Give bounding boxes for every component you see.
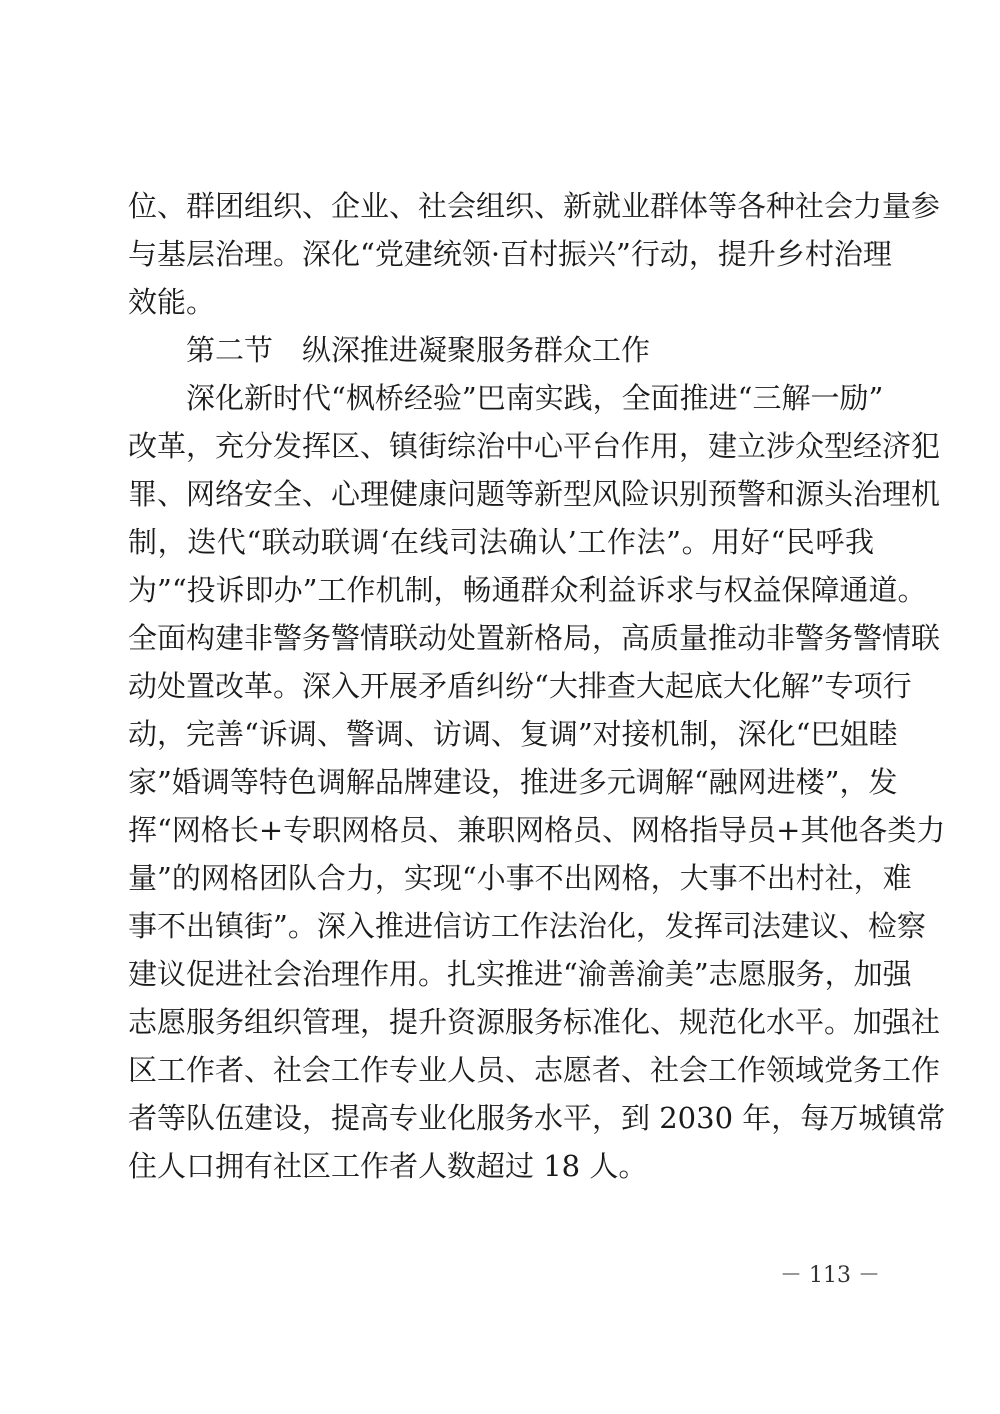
text-line: 全面构建非警务警情联动处置新格局，高质量推动非警务警情联	[128, 621, 941, 655]
text-line: 动处置改革。深入开展矛盾纠纷“大排查大起底大化解”专项行	[128, 669, 912, 703]
text-line: 制，迭代“联动联调‘在线司法确认’工作法”。用好“民呼我	[128, 525, 874, 559]
text-line: 家”婚调等特色调解品牌建设，推进多元调解“融网进楼”，发	[128, 765, 898, 799]
text-line: 为”“投诉即办”工作机制，畅通群众利益诉求与权益保障通道。	[128, 573, 927, 607]
text-line: 深化新时代“枫桥经验”巴南实践，全面推进“三解一励”	[186, 381, 884, 415]
text-line: 志愿服务组织管理，提升资源服务标准化、规范化水平。加强社	[128, 1005, 941, 1039]
text-line: 动，完善“诉调、警调、访调、复调”对接机制，深化“巴姐睦	[128, 717, 898, 751]
page-number: － 113 －	[780, 1263, 880, 1288]
text-line: 住人口拥有社区工作者人数超过 18 人。	[128, 1149, 648, 1183]
text-line: 罪、网络安全、心理健康问题等新型风险识别预警和源头治理机	[128, 477, 941, 511]
text-line: 建议促进社会治理作用。扎实推进“渝善渝美”志愿服务，加强	[128, 957, 912, 991]
text-line: 区工作者、社会工作专业人员、志愿者、社会工作领域党务工作	[128, 1053, 941, 1087]
text-line: 效能。	[128, 285, 216, 319]
text-line: 事不出镇街”。深入推进信访工作法治化，发挥司法建议、检察	[128, 909, 926, 943]
section-heading: 第二节 纵深推进凝聚服务群众工作	[186, 333, 651, 367]
text-line: 挥“网格长+专职网格员、兼职网格员、网格指导员+其他各类力	[128, 813, 946, 847]
text-line: 与基层治理。深化“党建统领·百村振兴”行动，提升乡村治理	[128, 237, 892, 271]
text-line: 者等队伍建设，提高专业化服务水平，到 2030 年，每万城镇常	[128, 1101, 946, 1135]
text-line: 量”的网格团队合力，实现“小事不出网格，大事不出村社，难	[128, 861, 912, 895]
text-line: 位、群团组织、企业、社会组织、新就业群体等各种社会力量参	[128, 189, 941, 223]
text-line: 改革，充分发挥区、镇街综治中心平台作用，建立涉众型经济犯	[128, 429, 941, 463]
